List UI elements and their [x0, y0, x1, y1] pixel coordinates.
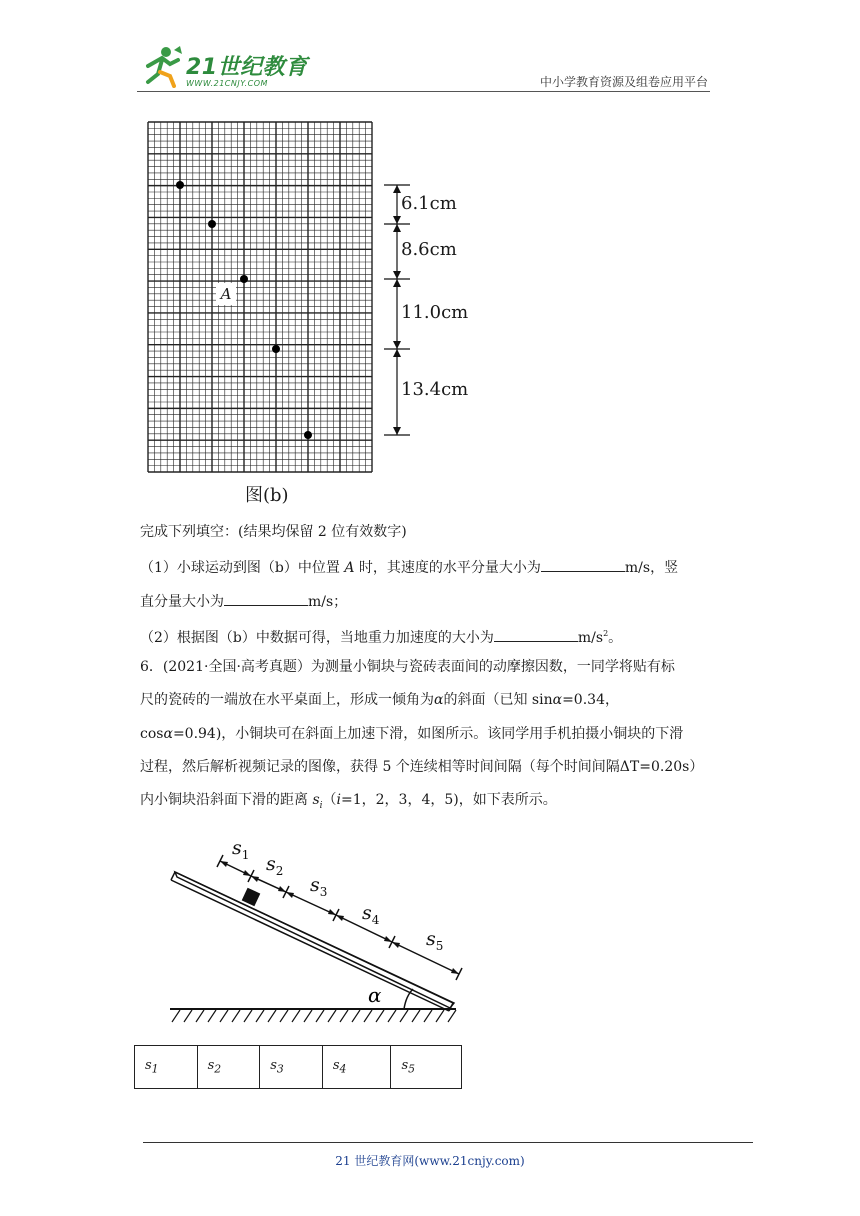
- answer-blank-gravity[interactable]: [494, 627, 578, 642]
- ball-position: [304, 431, 312, 439]
- logo-url: WWW.21CNJY.COM: [186, 79, 268, 88]
- table-row: [135, 1046, 462, 1089]
- dimension-arrowhead: [393, 185, 401, 193]
- platform-name: 中小学教育资源及组卷应用平台: [539, 75, 708, 89]
- dimension-arrowhead: [393, 279, 401, 287]
- question-2-line: （2）根据图（b）中数据可得，当地重力加速度的大小为 $m/s^2$。: [140, 629, 623, 646]
- dimension-arrowhead: [393, 349, 401, 357]
- answer-blank-horizontal[interactable]: [541, 557, 625, 572]
- instruction-line: 完成下列填空：(结果均保留 2 位有效数字): [140, 524, 407, 540]
- dim-label-4: 13.4cm: [401, 379, 469, 400]
- angle-label: α: [368, 983, 382, 1007]
- dimension-arrowhead: [393, 216, 401, 224]
- ball-position: [208, 220, 216, 228]
- answer-blank-vertical[interactable]: [224, 591, 308, 606]
- point-label-A: A: [216, 283, 236, 305]
- dim-label-2: 8.6cm: [401, 239, 457, 260]
- problem-6-line-3: cosα=0.94)，小铜块可在斜面上加速下滑，如图所示。该同学用手机拍摄小铜块的下滑: [140, 726, 684, 742]
- ball-position: [240, 275, 248, 283]
- footer-divider: [143, 1142, 753, 1143]
- figure-caption: 图(b): [245, 485, 289, 506]
- logo-text: 21世纪教育: [186, 55, 308, 80]
- footer-text[interactable]: 21 世纪教育网(www.21cnjy.com): [335, 1154, 525, 1168]
- table-cell-s5: $s_5$: [391, 1046, 462, 1089]
- table-cell-s1: $s_1$: [135, 1046, 198, 1089]
- problem-6-line-5: 内小铜块沿斜面下滑的距离 $s_i(i=1$，2，3，4，5)，如下表所示。: [140, 792, 557, 811]
- s5-label: $s_5$: [426, 928, 444, 953]
- dimension-arrowhead: [393, 271, 401, 279]
- problem-6-line-4: 过程，然后解析视频记录的图像，获得 5 个连续相等时间间隔（每个时间间隔ΔT=0.20s）: [140, 759, 704, 775]
- problem-6-line-1: 6．(2021·全国·高考真题）为测量小铜块与瓷砖表面间的动摩擦因数，一同学将贴有标: [140, 659, 675, 675]
- header: [0, 0, 860, 100]
- header-divider: [137, 91, 710, 92]
- s1-label: $s_1$: [232, 837, 250, 862]
- dim-label-1: 6.1cm: [401, 193, 457, 214]
- dim-label-3: 11.0cm: [401, 302, 469, 323]
- problem-6-line-2: 尺的瓷砖的一端放在水平桌面上，形成一倾角为α的斜面（已知 sinα=0.34，: [140, 692, 619, 708]
- dimension-arrowhead: [393, 341, 401, 349]
- dimension-arrowhead: [393, 224, 401, 232]
- grid-figure: [140, 115, 480, 480]
- s3-label: $s_3$: [310, 874, 328, 899]
- distance-table: [134, 1045, 462, 1089]
- s2-label: $s_2$: [266, 853, 284, 878]
- table-cell-s3: $s_3$: [260, 1046, 323, 1089]
- ball-position: [272, 345, 280, 353]
- table-cell-s4: $s_4$: [322, 1046, 391, 1089]
- dimension-arrowhead: [393, 427, 401, 435]
- incline-figure: [160, 830, 480, 1030]
- table-cell-s2: $s_2$: [197, 1046, 260, 1089]
- copper-block: [242, 888, 261, 907]
- question-1-line-2: 直分量大小为 m/s；: [140, 591, 347, 612]
- ball-position: [176, 181, 184, 189]
- ground-surface: [170, 1009, 456, 1022]
- question-1-line-1: （1）小球运动到图（b）中位置 A 时，其速度的水平分量大小为 m/s，竖: [140, 557, 678, 578]
- s4-label: $s_4$: [362, 902, 380, 927]
- runner-logo-icon: [140, 44, 184, 88]
